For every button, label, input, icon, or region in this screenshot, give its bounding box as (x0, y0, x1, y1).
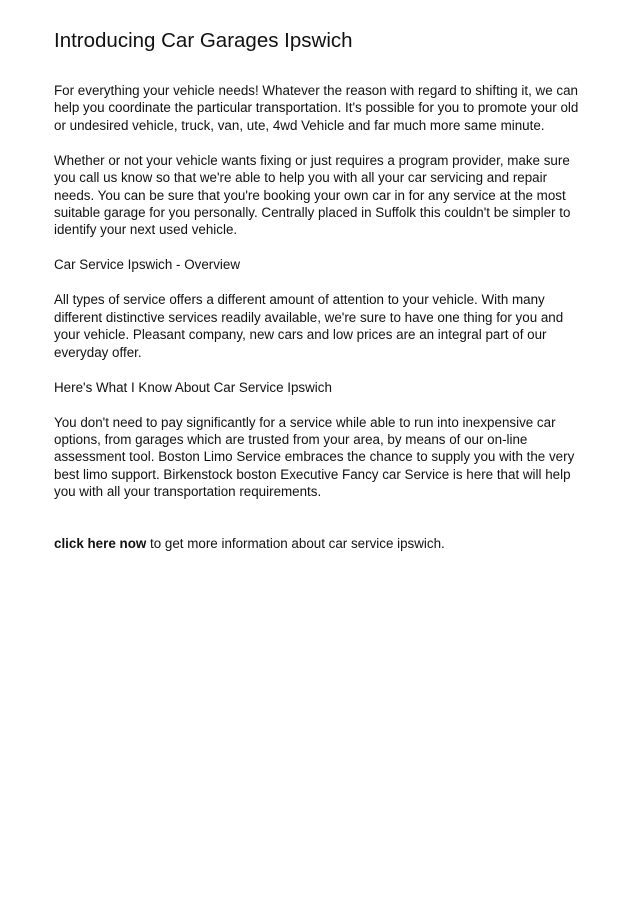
paragraph-service-call: Whether or not your vehicle wants fixing or just requires a program provider, make sure you call us know so that we're able to help you with all your car servicing and repair needs. You can be sure that you're booking your own car in for any service at the most suitable garage for you personally. Centrally placed in Suffolk this couldn't be simpler to identify your next used vehicle. (54, 152, 571, 238)
section-heading-overview: Car Service Ipswich - Overview (54, 257, 241, 273)
click-here-now-link[interactable]: click here now (54, 536, 147, 552)
document-title: Introducing Car Garages Ipswich (54, 29, 353, 52)
section-heading-what-i-know: Here's What I Know About Car Service Ipswich (54, 379, 332, 395)
paragraph-pricing: You don't need to pay significantly for a service while able to run into inexpensive car options, from garages which are trusted from your area, by means of our on-line assessment tool. Boston Limo Service embraces the chance to supply you with the very best limo support. Birkenstock boston Executive Fancy car Service is here that will help you with all your transportation requirements. (54, 414, 575, 500)
paragraph-intro: For everything your vehicle needs! Whatever the reason with regard to shifting it, we can help you coordinate the particular transportation. It's possible for you to promote your old or undesired vehicle, truck, van, ute, 4wd Vehicle and far much more same minute. (54, 83, 579, 133)
call-to-action (54, 535, 589, 552)
call-to-action-text: to get more information about car service ipswich. (146, 536, 445, 552)
document-body (54, 82, 589, 553)
paragraph-service-types: All types of service offers a different amount of attention to your vehicle. With many different distinctive services readily available, we're sure to have one thing for you and your vehicle. Pleasant company, new cars and low prices are an integral part of our everyday offer. (54, 292, 564, 360)
